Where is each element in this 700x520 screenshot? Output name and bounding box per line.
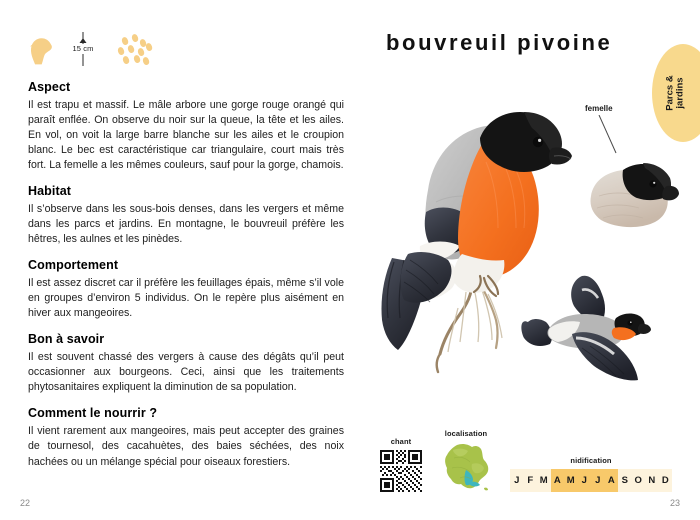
section-title: Bon à savoir bbox=[28, 332, 105, 347]
month-cell: S bbox=[621, 475, 628, 486]
section-body: Il s’observe dans les sous-bois denses, dans les vergers et même dans les parcs et jardins. En montagne, le bouvreuil préfère les hêtres, les aulnes et les pinèdes. bbox=[28, 203, 344, 246]
page-title: bouvreuil pivoine bbox=[386, 30, 613, 55]
nidification-block bbox=[510, 456, 672, 492]
chant-block bbox=[380, 437, 422, 492]
qr-code-icon[interactable] bbox=[380, 450, 422, 492]
section-body: Il est trapu et massif. Le mâle arbore une gorge rouge orangé qui paraît enflée. On observe du noir sur la queue, la tête et les ailes. En vol, on voit la large barre blanche sur les ailes et le croupion blanc. Le bec est caractéristique car triangulaire, court mais très fort. La femelle a les mêmes couleurs, sauf pour la gorge, chamois. bbox=[28, 99, 344, 172]
femelle-leader-line bbox=[597, 115, 623, 155]
page-number-right: 23 bbox=[669, 498, 680, 508]
section-body: Il est assez discret car il préfère les feuillages épais, même s’il vole en groupes d’environ 5 individus. On le repère plus aisément en hiver aux mangeoires. bbox=[28, 277, 344, 320]
size-label: 15 cm bbox=[72, 44, 94, 54]
section-comportement bbox=[28, 258, 344, 321]
right-page bbox=[372, 0, 700, 520]
female-bullfinch-head-illustration bbox=[587, 152, 679, 232]
localisation-caption: localisation bbox=[444, 429, 488, 438]
flying-bullfinch-illustration bbox=[520, 272, 652, 388]
month-cell: N bbox=[648, 475, 656, 486]
seeds-cluster-icon bbox=[116, 34, 156, 66]
chant-caption: chant bbox=[390, 437, 412, 446]
size-indicator bbox=[28, 26, 344, 66]
section-title: Comment le nourrir ? bbox=[28, 406, 158, 421]
month-cell: F bbox=[527, 475, 534, 486]
section-tab-line2: jardins bbox=[674, 77, 686, 109]
bird-silhouette-icon bbox=[28, 36, 54, 66]
month-cell: M bbox=[539, 475, 548, 486]
nidification-month-strip bbox=[510, 469, 672, 492]
month-cell: M bbox=[564, 469, 578, 492]
month-cell: J bbox=[591, 469, 605, 492]
section-title: Aspect bbox=[28, 80, 71, 94]
france-map-icon bbox=[440, 442, 492, 492]
size-measure bbox=[63, 32, 103, 66]
section-tab-parcs-jardins[interactable] bbox=[652, 44, 700, 142]
month-cell: J bbox=[578, 469, 592, 492]
localisation-block bbox=[440, 429, 492, 492]
section-aspect bbox=[28, 80, 344, 173]
month-cell: O bbox=[634, 475, 642, 486]
month-cell: J bbox=[514, 475, 520, 486]
month-cell: D bbox=[661, 475, 669, 486]
section-body: Il est souvent chassé des vergers à cause des dégâts qu’il peut occasionner aux bourgeons. Ceci, ainsi que les traitements phytosanitaires expliquent la diminution de sa population. bbox=[28, 351, 344, 394]
section-bon-a-savoir bbox=[28, 332, 344, 395]
info-row bbox=[380, 429, 672, 492]
section-tab-line1: Parcs & bbox=[664, 75, 676, 111]
month-cell: A bbox=[605, 469, 619, 492]
section-habitat bbox=[28, 184, 344, 247]
section-title: Habitat bbox=[28, 184, 72, 199]
femelle-callout-label: femelle bbox=[585, 104, 613, 113]
section-comment-le-nourrir bbox=[28, 406, 344, 469]
month-cell: A bbox=[551, 469, 565, 492]
page-number-left: 22 bbox=[20, 498, 31, 508]
section-tab-label bbox=[666, 75, 686, 110]
nidification-caption: nidification bbox=[570, 456, 612, 465]
section-body: Il vient rarement aux mangeoires, mais peut accepter des graines de tournesol, des cacahuètes, des baies séchées, des noix hachées ou un mélange spécial pour oiseaux forestiers. bbox=[28, 425, 344, 468]
section-title: Comportement bbox=[28, 258, 119, 273]
